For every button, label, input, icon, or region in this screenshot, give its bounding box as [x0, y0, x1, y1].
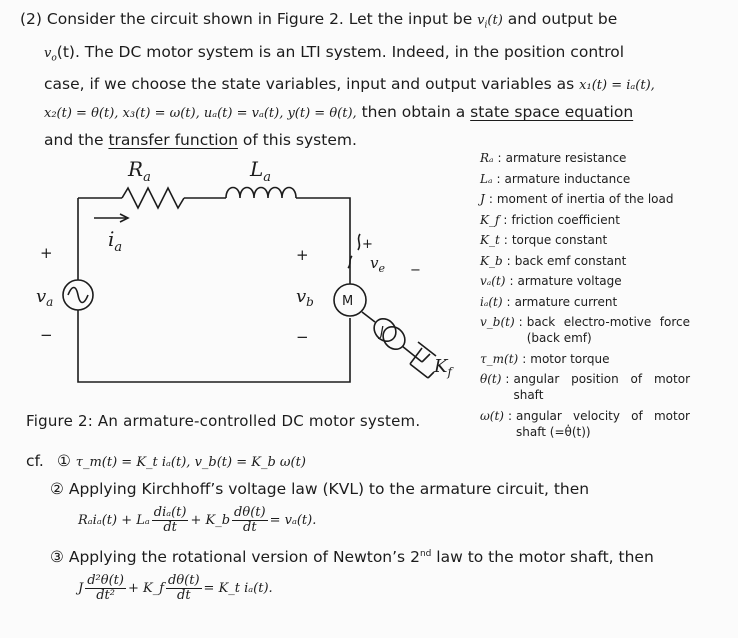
state-space-link: state space equation [470, 103, 634, 122]
legend-item: θ(t) : angular position of motor shaft [480, 372, 690, 402]
step-3-mark: ③ [50, 548, 64, 566]
inductor-label: $L_a$ [250, 157, 272, 185]
problem-line1: (2) Consider the circuit shown in Figure 2. Let the input be [20, 10, 473, 28]
legend-item: ω(t) : angular velocity of motor shaft (=θ̇(t)) [480, 408, 690, 439]
step-1-mark: ① [56, 452, 71, 470]
state-x1: x₁(t) = iₐ(t), [579, 78, 655, 94]
step-2 [50, 480, 589, 498]
back-emf-label: $v_b$ [296, 286, 314, 309]
wire-bottom [78, 310, 350, 382]
problem-line3: case, if we choose the state variables, input and output variables as [44, 75, 575, 94]
cf-line1: cf. ① τ_m(t) = K_t iₐ(t), v_b(t) = K_b ω(t) [26, 452, 306, 470]
step-3-text: Applying the rotational version of Newton’s 2 [68, 548, 420, 566]
step-2-text: Applying Kirchhoff’s voltage law (KVL) to the armature circuit, then [68, 480, 590, 498]
ve-plus: + [362, 237, 373, 252]
source-plus: + [40, 244, 53, 262]
problem-and-output: and output be [502, 10, 618, 28]
motor-voltage-label: $v_e$ [370, 254, 385, 275]
problem-line2: (t). The DC motor system is an LTI system. Indeed, in the position control [56, 42, 625, 61]
friction-damper [410, 342, 436, 378]
transfer-function-link: transfer function [108, 131, 238, 150]
inertia-letter: J [380, 325, 384, 340]
source-voltage-label: $v_a$ [36, 286, 54, 309]
inductor [226, 188, 296, 199]
legend-item: vₐ(t) : armature voltage [480, 274, 622, 288]
output-symbol: $v_o$ [44, 45, 57, 64]
vb-minus: − [296, 328, 309, 346]
resistor [122, 188, 184, 208]
circuit-diagram [30, 150, 470, 400]
symbol-legend [480, 150, 690, 444]
state-variables: x₂(t) = θ(t), x₃(t) = ω(t), uₐ(t) = vₐ(t), y(t) = θ(t), [44, 106, 357, 122]
resistor-label: $R_a$ [128, 157, 151, 185]
kvl-equation: Rₐiₐ(t) + Lₐ $\frac{\text{diₐ(t)}}{dt}$ + K_b $\frac{d\theta(t)}{dt}$ = vₐ(t). [78, 505, 317, 535]
input-symbol: $v_i(t)$ [477, 13, 503, 31]
current-label: $i_a$ [108, 227, 123, 255]
newton-equation: J $\frac{\text{d²θ(t)}}{\text{dt²}}$ + K_f $\frac{d\theta(t)}{dt}$ = K_t iₐ(t). [78, 573, 273, 603]
motor-letter: M [342, 294, 354, 309]
problem-statement: (2) Consider the circuit shown in Figure 2. Let the input be $v_i(t)$ and output be $v_o(t)$. The DC motor system is an LTI system. Indeed, in the position control case, if we choose the state variables, input and output variables as x₁(t) = iₐ(t), x₂(t) = θ(t), x₃(t) = ω(t), uₐ(t) = vₐ(t), y(t) = θ(t), then obtain a state space equation and the transfer function of this system. [20, 10, 655, 150]
legend-item: K_t : torque constant [480, 233, 608, 247]
vb-plus: + [296, 246, 309, 264]
friction-label: $K_f$ [434, 356, 452, 379]
legend-item: Lₐ : armature inductance [480, 171, 631, 186]
ve-minus: − [410, 263, 421, 278]
legend-item: J : moment of inertia of the load [480, 192, 674, 206]
legend-item: K_f : friction coefficient [480, 212, 620, 227]
step-2-mark: ② [50, 480, 64, 498]
source-minus: − [40, 326, 53, 344]
legend-item: K_b : back emf constant [480, 253, 627, 268]
legend-item: iₐ(t) : armature current [480, 294, 618, 309]
legend-item: τ_m(t) : motor torque [480, 351, 610, 366]
torque-equation: τ_m(t) = K_t iₐ(t), v_b(t) = K_b ω(t) [75, 455, 306, 470]
step-3: ③ Applying the rotational version of Newton’s 2nd law to the motor shaft, then [50, 548, 654, 566]
legend-item: Rₐ : armature resistance [480, 151, 627, 165]
legend-item: v_b(t) : back electro-motive force (back emf) [480, 315, 690, 345]
figure-caption: Figure 2: An armature-controlled DC motor system. [26, 412, 421, 430]
